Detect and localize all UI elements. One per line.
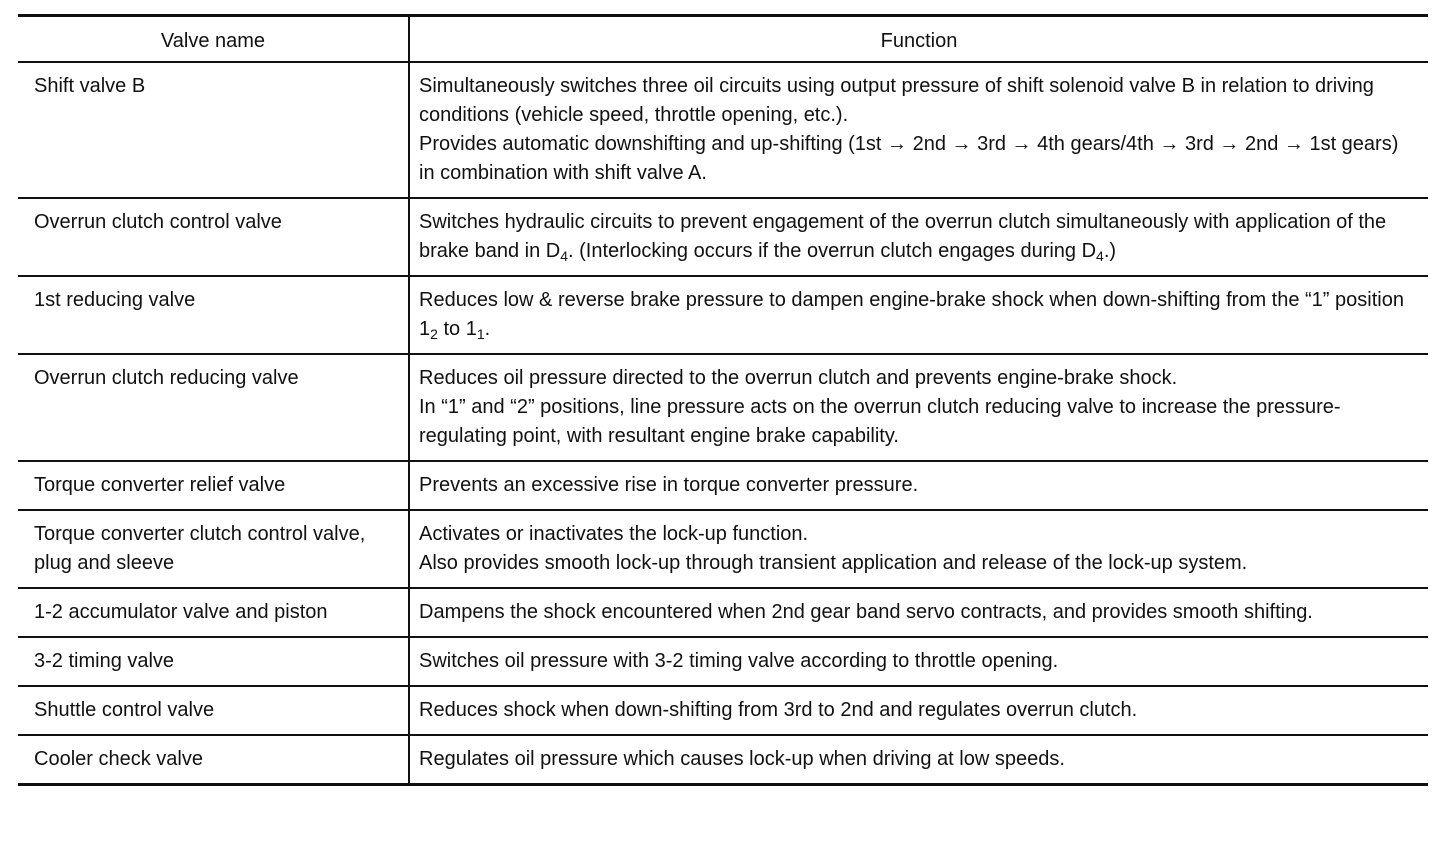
subscript: 2 <box>430 325 438 342</box>
function-text: Reduces low & reverse brake pressure to dampen engine-brake shock when down-shifting from the “1” position 1 <box>419 288 1404 340</box>
valve-name-cell: Shuttle control valve <box>18 686 409 735</box>
valve-name-cell: Torque converter relief valve <box>18 461 409 510</box>
function-cell <box>409 461 1428 510</box>
table-row <box>18 735 1428 785</box>
function-cell <box>409 198 1428 276</box>
function-text: . <box>484 317 491 340</box>
function-cell <box>409 588 1428 637</box>
function-cell <box>409 510 1428 588</box>
table-row <box>18 686 1428 735</box>
function-cell <box>409 354 1428 461</box>
function-cell <box>409 686 1428 735</box>
function-line: Reduces shock when down-shifting from 3rd to 2nd and regulates overrun clutch. <box>419 698 1138 721</box>
valve-name-cell: Overrun clutch control valve <box>18 198 409 276</box>
function-text: to 1 <box>437 317 477 340</box>
table-row <box>18 276 1428 354</box>
function-text: Switches hydraulic circuits to prevent engagement of the overrun clutch simultaneously with application of the brake band in D <box>419 210 1387 262</box>
subscript: 4 <box>1096 247 1104 264</box>
function-line: Provides automatic downshifting and up-shifting (1st → 2nd → 3rd → 4th gears/4th → 3rd → 2nd → 1st gears) in combination with shift valve A. <box>419 132 1399 184</box>
function-line: In “1” and “2” positions, line pressure acts on the overrun clutch reducing valve to increase the pressure-regulating point, with resultant engine brake capability. <box>419 395 1341 447</box>
table-row <box>18 198 1428 276</box>
valve-name-cell: Torque converter clutch control valve, plug and sleeve <box>18 510 409 588</box>
table-row <box>18 588 1428 637</box>
subscript: 1 <box>476 325 485 342</box>
table-header-row <box>18 16 1428 62</box>
valve-function-table-container <box>18 14 1428 786</box>
function-line: Reduces oil pressure directed to the overrun clutch and prevents engine-brake shock. <box>419 366 1178 389</box>
column-header-valve-name: Valve name <box>18 16 409 62</box>
function-line: Switches oil pressure with 3-2 timing valve according to throttle opening. <box>419 649 1059 672</box>
valve-function-table <box>18 14 1428 786</box>
function-line: Simultaneously switches three oil circuits using output pressure of shift solenoid valve B in relation to driving conditions (vehicle speed, throttle opening, etc.). <box>419 74 1374 126</box>
table-row <box>18 62 1428 198</box>
valve-name-cell: 1st reducing valve <box>18 276 409 354</box>
function-cell <box>409 637 1428 686</box>
function-line: Also provides smooth lock-up through transient application and release of the lock-up system. <box>419 551 1248 574</box>
table-row <box>18 354 1428 461</box>
function-line: Prevents an excessive rise in torque converter pressure. <box>419 473 919 496</box>
table-row <box>18 637 1428 686</box>
function-line: Activates or inactivates the lock-up function. <box>419 522 809 545</box>
subscript: 4 <box>560 247 568 264</box>
function-line: Regulates oil pressure which causes lock-up when driving at low speeds. <box>419 747 1065 770</box>
function-line: Dampens the shock encountered when 2nd gear band servo contracts, and provides smooth shifting. <box>419 600 1313 623</box>
table-row <box>18 461 1428 510</box>
valve-name-cell: Overrun clutch reducing valve <box>18 354 409 461</box>
function-cell <box>409 276 1428 354</box>
function-cell <box>409 735 1428 785</box>
valve-name-cell: 3-2 timing valve <box>18 637 409 686</box>
function-text: . (Interlocking occurs if the overrun clutch engages during D <box>568 239 1097 262</box>
function-text: .) <box>1103 239 1117 262</box>
function-cell <box>409 62 1428 198</box>
valve-name-cell: Shift valve B <box>18 62 409 198</box>
column-header-function: Function <box>409 16 1428 62</box>
valve-name-cell: Cooler check valve <box>18 735 409 785</box>
table-row <box>18 510 1428 588</box>
valve-name-cell: 1-2 accumulator valve and piston <box>18 588 409 637</box>
